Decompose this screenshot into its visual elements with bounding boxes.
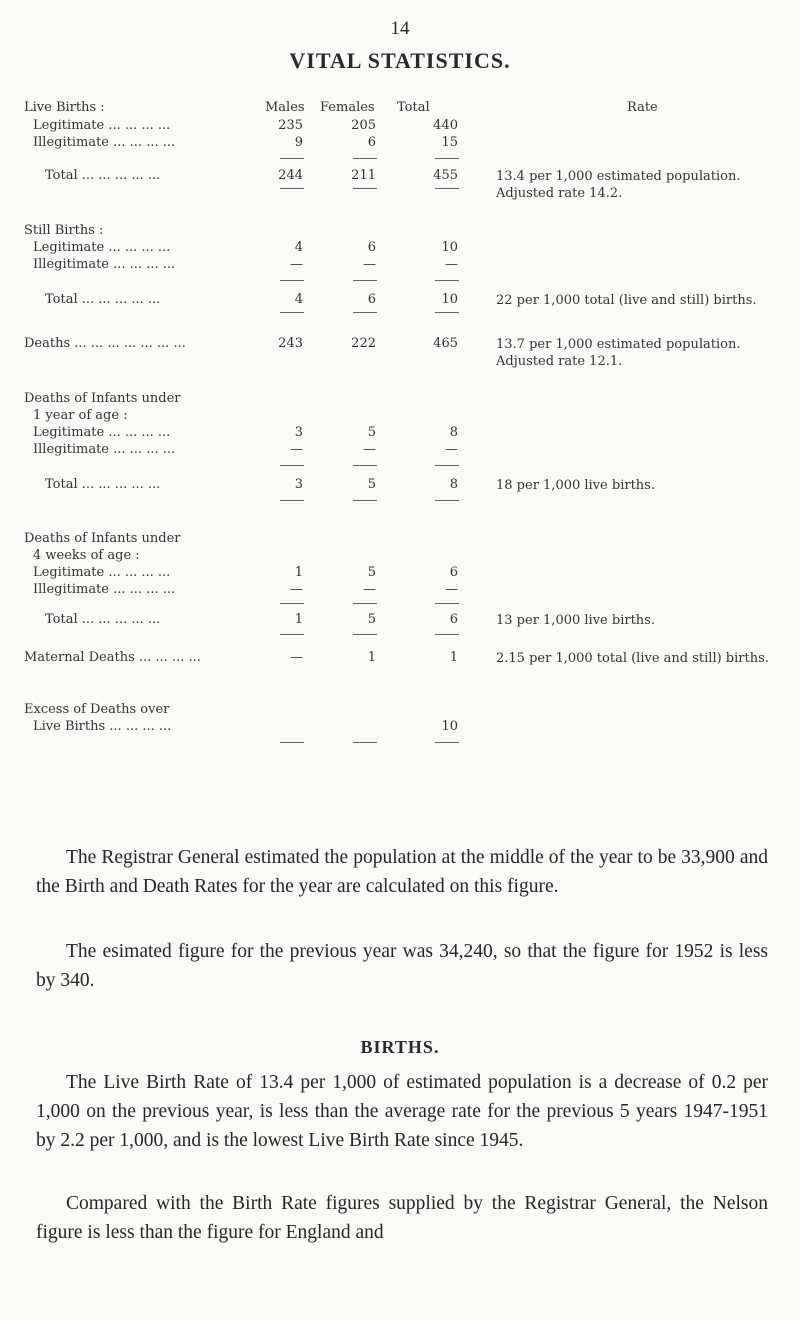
underline-rule (353, 465, 377, 466)
paragraph-previous-year: The esimated figure for the previous year was 34,240, so that the figure for 1952 is less by 340. (36, 941, 768, 991)
row-label: Maternal Deaths ... ... ... ... (24, 650, 201, 665)
cell-males: — (290, 442, 303, 457)
row-label: Legitimate ... ... ... ... (33, 118, 171, 133)
cell-males: 4 (294, 292, 303, 307)
table-row (0, 240, 800, 256)
page-title: VITAL STATISTICS. (289, 48, 511, 73)
cell-females: 205 (351, 118, 376, 133)
underline-rule (280, 603, 304, 604)
cell-total: 10 (441, 719, 458, 734)
table-row-total (0, 477, 800, 493)
row-label: Illegitimate ... ... ... ... (33, 582, 176, 597)
cell-total: — (445, 442, 458, 457)
table-row-excess (0, 719, 800, 735)
underline-rule (435, 500, 459, 501)
group-label-excess: Excess of Deaths over (24, 702, 170, 717)
cell-females: 222 (351, 336, 376, 351)
cell-total: 10 (441, 240, 458, 255)
cell-females: — (363, 442, 376, 457)
group-row (0, 223, 800, 239)
table-row (0, 565, 800, 581)
cell-total: 1 (449, 650, 458, 665)
cell-males: 3 (294, 477, 303, 492)
underline-rule (280, 158, 304, 159)
cell-males: 9 (294, 135, 303, 150)
table-row-total (0, 168, 800, 201)
underline-rule (280, 500, 304, 501)
underline-rule (435, 312, 459, 313)
underline-rule (280, 188, 304, 189)
cell-males: 3 (294, 425, 303, 440)
cell-males: 1 (294, 565, 303, 580)
rate-text: 2.15 per 1,000 total (live and still) births. (496, 651, 769, 666)
cell-total: — (445, 257, 458, 272)
table-row (0, 425, 800, 441)
underline-rule (353, 634, 377, 635)
paragraph-population: The Registrar General estimated the population at the middle of the year to be 33,900 and the Birth and Death Rates for the year are calculated on this figure. (36, 847, 768, 897)
cell-males: — (290, 650, 303, 665)
cell-males: 4 (294, 240, 303, 255)
row-label: Legitimate ... ... ... ... (33, 425, 171, 440)
cell-males: 235 (278, 118, 303, 133)
paragraph-comparison: Compared with the Birth Rate figures supplied by the Registrar General, the Nelson figure is less than the figure for England and (36, 1193, 768, 1243)
underline-rule (353, 312, 377, 313)
rate-text: 13 per 1,000 live births. (496, 613, 655, 628)
column-header-rate: Rate (627, 100, 658, 115)
rate-text: 13.4 per 1,000 estimated population. Adjusted rate 14.2. (496, 169, 741, 201)
cell-total: — (445, 582, 458, 597)
row-label: Deaths ... ... ... ... ... ... ... (24, 336, 186, 351)
rate-text: 22 per 1,000 total (live and still) births. (496, 293, 757, 308)
group-label-infants-4wk: Deaths of Infants under (24, 531, 181, 546)
row-label: Total ... ... ... ... ... (45, 292, 161, 307)
row-label: Total ... ... ... ... ... (45, 477, 161, 492)
underline-rule (353, 742, 377, 743)
underline-rule (353, 603, 377, 604)
underline-rule (435, 742, 459, 743)
table-row-deaths (0, 336, 800, 369)
cell-females: 6 (367, 240, 376, 255)
group-label-infants-4wk-sub: 4 weeks of age : (33, 548, 140, 563)
underline-rule (280, 634, 304, 635)
cell-males: 1 (294, 612, 303, 627)
row-label: Illegitimate ... ... ... ... (33, 135, 176, 150)
underline-rule (435, 603, 459, 604)
row-label: Legitimate ... ... ... ... (33, 565, 171, 580)
cell-total: 15 (441, 135, 458, 150)
group-label-infants-1yr: Deaths of Infants under (24, 391, 181, 406)
cell-females: 5 (367, 425, 376, 440)
underline-rule (280, 465, 304, 466)
section-heading-births: BIRTHS. (360, 1037, 440, 1057)
table-header-row (0, 100, 800, 116)
cell-females: — (363, 582, 376, 597)
cell-females: 5 (367, 565, 376, 580)
underline-rule (353, 158, 377, 159)
cell-males: — (290, 582, 303, 597)
underline-rule (353, 500, 377, 501)
underline-rule (280, 742, 304, 743)
underline-rule (353, 188, 377, 189)
rate-text: 13.7 per 1,000 estimated population. Adjusted rate 12.1. (496, 337, 741, 369)
group-row (0, 391, 800, 407)
group-label-still-births: Still Births : (24, 223, 104, 238)
table-row (0, 582, 800, 598)
group-row (0, 548, 800, 564)
underline-rule (280, 280, 304, 281)
underline-rule (435, 465, 459, 466)
column-header-males: Males (265, 100, 305, 115)
table-row (0, 442, 800, 458)
cell-total: 465 (433, 336, 458, 351)
cell-total: 440 (433, 118, 458, 133)
cell-females: 5 (367, 477, 376, 492)
underline-rule (435, 188, 459, 189)
underline-rule (435, 634, 459, 635)
cell-females: 1 (367, 650, 376, 665)
page-number: 14 (390, 18, 410, 39)
cell-females: 211 (351, 168, 376, 183)
group-label-live-births: Live Births : (24, 100, 105, 115)
cell-total: 6 (449, 565, 458, 580)
cell-total: 6 (449, 612, 458, 627)
cell-total: 10 (441, 292, 458, 307)
row-label: Total ... ... ... ... ... (45, 168, 161, 183)
table-row-total (0, 612, 800, 628)
paragraph-birth-rate: The Live Birth Rate of 13.4 per 1,000 of estimated population is a decrease of 0.2 per 1,000 on the previous year, is less than the average rate for the previous 5 years 1947-1951 by 2.2 per 1,000, and is the lowest Live Birth Rate since 1945. (36, 1072, 768, 1151)
row-label: Legitimate ... ... ... ... (33, 240, 171, 255)
table-row (0, 257, 800, 273)
cell-males: — (290, 257, 303, 272)
table-row (0, 118, 800, 134)
group-row (0, 702, 800, 718)
row-label: Illegitimate ... ... ... ... (33, 442, 176, 457)
underline-rule (280, 312, 304, 313)
group-row (0, 408, 800, 424)
rate-text: 18 per 1,000 live births. (496, 478, 655, 493)
cell-males: 243 (278, 336, 303, 351)
cell-females: — (363, 257, 376, 272)
underline-rule (435, 280, 459, 281)
cell-total: 8 (449, 425, 458, 440)
row-label: Live Births ... ... ... ... (33, 719, 172, 734)
column-header-total: Total (397, 100, 430, 115)
column-header-females: Females (320, 100, 375, 115)
cell-total: 455 (433, 168, 458, 183)
cell-females: 6 (367, 292, 376, 307)
cell-total: 8 (449, 477, 458, 492)
group-label-infants-1yr-sub: 1 year of age : (33, 408, 128, 423)
group-row (0, 531, 800, 547)
table-row-total (0, 292, 800, 308)
cell-males: 244 (278, 168, 303, 183)
row-label: Total ... ... ... ... ... (45, 612, 161, 627)
cell-females: 5 (367, 612, 376, 627)
table-row-maternal-deaths (0, 650, 800, 666)
underline-rule (435, 158, 459, 159)
cell-females: 6 (367, 135, 376, 150)
underline-rule (353, 280, 377, 281)
table-row (0, 135, 800, 151)
row-label: Illegitimate ... ... ... ... (33, 257, 176, 272)
